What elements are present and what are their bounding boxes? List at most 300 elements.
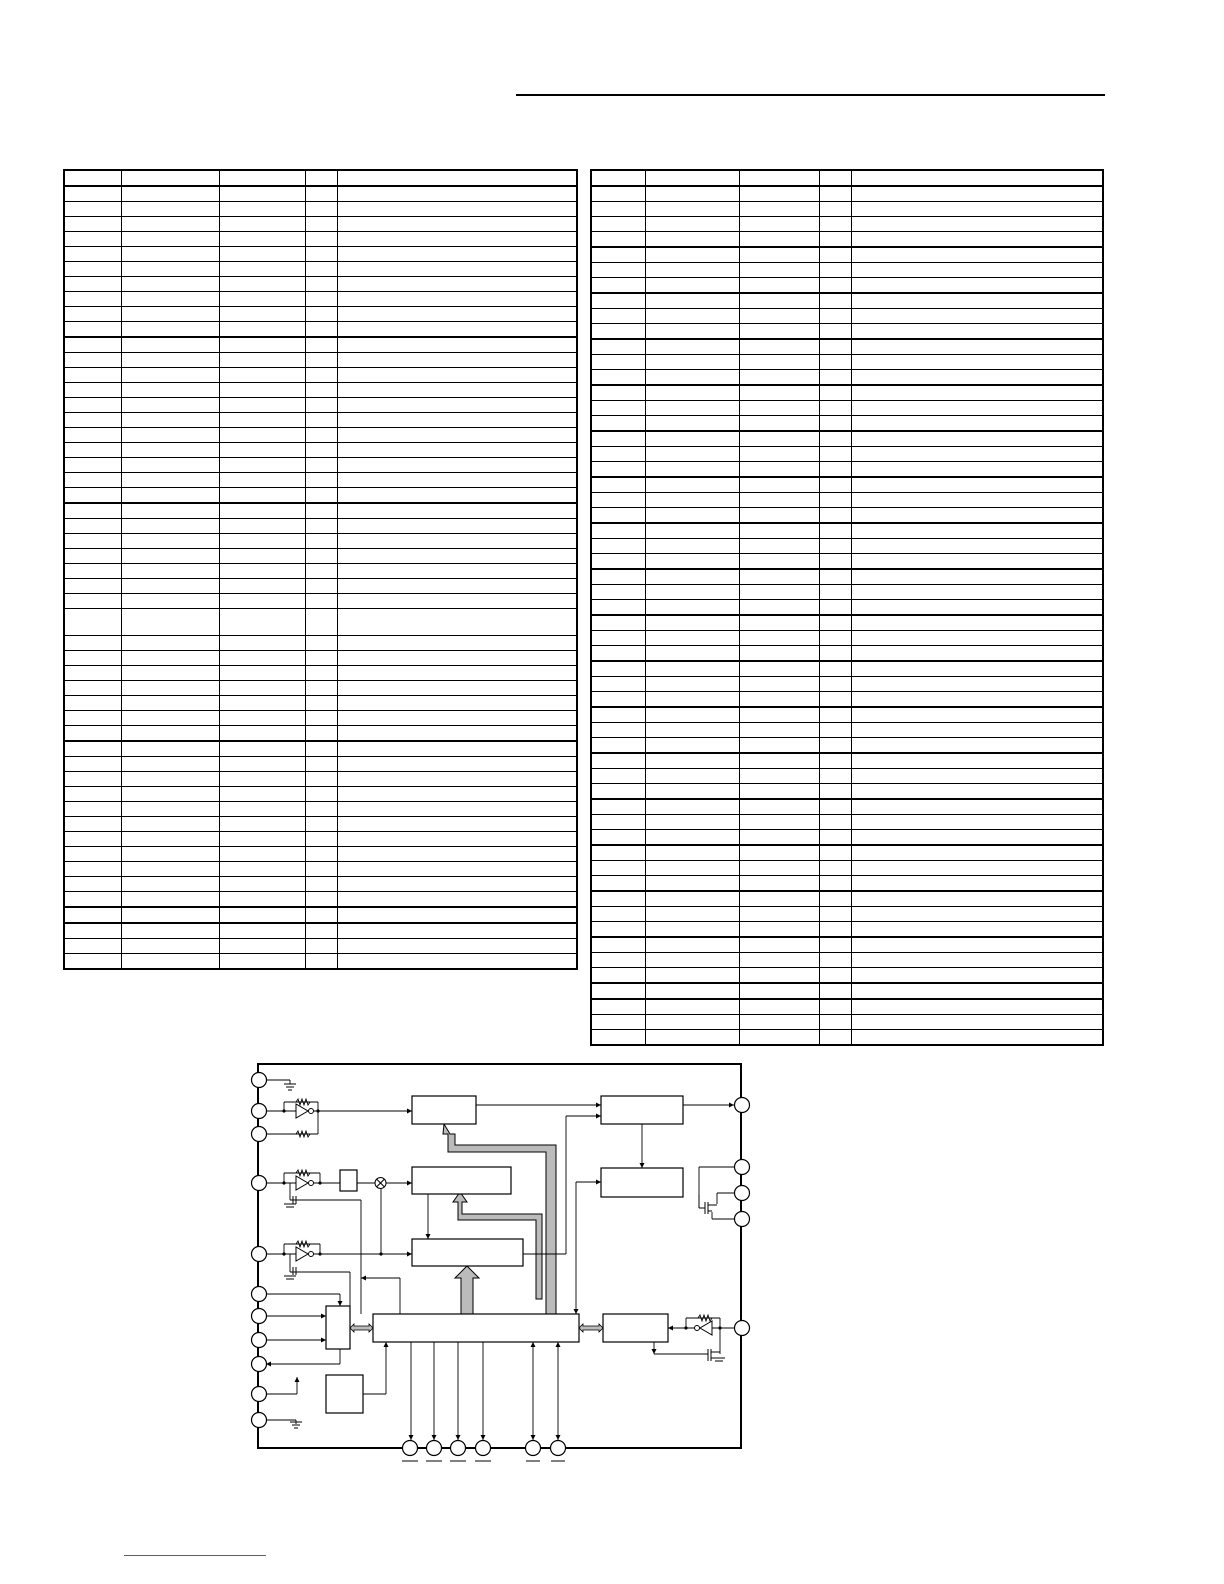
table-cell [121,954,219,970]
block [601,1168,683,1197]
pin-table-right [590,169,1104,1046]
table-cell [64,307,121,322]
table-cell [739,339,819,355]
table-cell [219,503,305,519]
table-row [591,493,1103,508]
block-diagram [240,1052,760,1472]
table-cell [121,549,219,564]
table-cell [305,579,337,594]
table-cell [121,907,219,923]
table-cell [591,861,645,876]
table-cell [121,503,219,519]
table-cell [64,443,121,458]
table-cell [337,741,577,757]
table-cell [819,615,851,631]
table-row [64,923,577,939]
table-cell [645,922,739,938]
table-cell [305,681,337,696]
table-cell [337,862,577,877]
table-cell [64,862,121,877]
table-cell [591,170,645,186]
table-cell [305,292,337,307]
table-cell [305,307,337,322]
table-cell [219,787,305,802]
table-cell [219,892,305,908]
table-cell [645,815,739,830]
table-row [64,277,577,292]
table-cell [64,247,121,262]
table-cell [121,787,219,802]
table-cell [591,293,645,309]
table-cell [645,830,739,846]
table-cell [64,458,121,473]
table-cell [645,677,739,692]
table-row [591,217,1103,232]
table-row [64,458,577,473]
table-cell [64,681,121,696]
pin-circle [252,1309,267,1324]
table-cell [645,953,739,968]
table-cell [121,307,219,322]
table-cell [819,830,851,846]
table-cell [121,322,219,338]
pin-circle [735,1321,750,1336]
table-cell [64,636,121,651]
table-cell [739,416,819,432]
table-cell [739,692,819,708]
table-cell [645,723,739,738]
table-cell [219,681,305,696]
table-row [591,477,1103,493]
table-cell [337,802,577,817]
table-cell [645,661,739,677]
table-cell [739,876,819,892]
table-cell [64,534,121,549]
table-row [591,769,1103,784]
table-cell [645,738,739,754]
table-cell [121,170,219,186]
table-cell [121,519,219,534]
table-cell [591,539,645,554]
table-cell [645,615,739,631]
pin-table-right-body [591,170,1103,1045]
table-cell [337,519,577,534]
table-cell [305,847,337,862]
table-cell [219,534,305,549]
table-cell [64,954,121,970]
table-cell [819,477,851,493]
table-row [591,876,1103,892]
table-cell [337,636,577,651]
table-cell [219,383,305,398]
table-cell [591,324,645,340]
table-cell [219,636,305,651]
table-cell [337,322,577,338]
table-row [64,292,577,307]
table-cell [337,609,577,636]
table-cell [64,757,121,772]
table-cell [337,772,577,787]
table-cell [645,999,739,1015]
table-row [591,677,1103,692]
pin-circle [252,1176,267,1191]
table-cell [645,247,739,263]
table-cell [851,585,1103,600]
table-row [64,322,577,338]
table-cell [219,232,305,247]
table-cell [739,202,819,217]
table-cell [851,983,1103,999]
table-cell [305,892,337,908]
table-cell [851,324,1103,340]
table-cell [851,462,1103,478]
table-cell [851,753,1103,769]
table-row [591,585,1103,600]
table-cell [121,428,219,443]
table-cell [64,232,121,247]
table-cell [591,615,645,631]
table-cell [819,493,851,508]
table-cell [591,600,645,616]
table-cell [591,431,645,447]
table-cell [305,696,337,711]
table-cell [121,651,219,666]
transistors [699,1195,720,1361]
table-cell [591,723,645,738]
table-cell [645,523,739,539]
table-cell [851,355,1103,370]
table-row [64,503,577,519]
table-cell [851,431,1103,447]
table-cell [851,385,1103,401]
table-cell [121,939,219,954]
table-cell [591,937,645,953]
table-cell [819,401,851,416]
table-cell [645,646,739,662]
table-cell [64,413,121,428]
table-cell [819,646,851,662]
table-row [591,600,1103,616]
pin-circle [735,1098,750,1113]
pin-circle [427,1441,442,1456]
table-cell [739,585,819,600]
table-cell [819,462,851,478]
table-row [591,186,1103,202]
table-row [64,488,577,504]
table-cell [645,692,739,708]
table-cell [337,954,577,970]
table-cell [739,431,819,447]
table-cell [739,539,819,554]
table-row [591,170,1103,186]
table-cell [337,247,577,262]
table-row [64,787,577,802]
table-cell [64,847,121,862]
table-cell [819,968,851,984]
table-cell [591,922,645,938]
table-cell [305,247,337,262]
table-cell [739,232,819,248]
table-cell [645,339,739,355]
table-cell [819,293,851,309]
table-cell [219,353,305,368]
table-cell [121,847,219,862]
table-row [64,428,577,443]
table-row [64,217,577,232]
table-row [591,447,1103,462]
table-cell [305,170,337,186]
table-cell [739,707,819,723]
block [326,1375,363,1413]
table-cell [819,554,851,570]
table-cell [819,523,851,539]
table-row [591,937,1103,953]
table-cell [645,217,739,232]
block [412,1167,511,1194]
table-cell [819,815,851,830]
table-cell [819,799,851,815]
table-cell [739,738,819,754]
table-cell [64,368,121,383]
table-cell [819,247,851,263]
table-cell [739,907,819,922]
table-row [64,262,577,277]
table-cell [739,677,819,692]
block [601,1096,683,1124]
table-cell [219,802,305,817]
table-cell [64,322,121,338]
table-cell [219,847,305,862]
table-cell [337,353,577,368]
table-cell [121,262,219,277]
table-cell [337,832,577,847]
table-cell [739,293,819,309]
table-cell [739,861,819,876]
table-cell [337,939,577,954]
table-row [64,443,577,458]
table-cell [305,666,337,681]
table-cell [819,692,851,708]
table-cell [64,877,121,892]
table-cell [739,324,819,340]
table-cell [645,401,739,416]
table-cell [645,753,739,769]
table-cell [739,784,819,800]
table-cell [739,170,819,186]
table-cell [121,772,219,787]
table-cell [121,564,219,579]
table-cell [739,769,819,784]
table-row [591,999,1103,1015]
table-cell [819,170,851,186]
table-cell [739,968,819,984]
table-cell [305,609,337,636]
table-cell [739,646,819,662]
table-cell [337,398,577,413]
table-cell [819,431,851,447]
table-cell [851,447,1103,462]
pin-circle [252,1333,267,1348]
table-cell [305,923,337,939]
table-cell [851,539,1103,554]
table-cell [591,891,645,907]
footer-link[interactable] [124,1555,266,1556]
table-row [591,983,1103,999]
table-row [591,401,1103,416]
table-cell [64,473,121,488]
table-cell [305,202,337,217]
table-cell [305,877,337,892]
table-cell [121,666,219,681]
table-row [64,892,577,908]
table-cell [219,202,305,217]
table-cell [64,651,121,666]
table-cell [645,508,739,524]
table-cell [591,953,645,968]
pin-circle [551,1441,566,1456]
table-cell [305,503,337,519]
table-cell [219,564,305,579]
pin-circle [735,1186,750,1201]
table-cell [121,383,219,398]
table-cell [851,968,1103,984]
table-cell [851,1015,1103,1030]
table-row [591,953,1103,968]
table-cell [337,202,577,217]
table-cell [337,232,577,247]
table-cell [337,594,577,609]
table-cell [219,368,305,383]
table-row [64,847,577,862]
table-cell [305,398,337,413]
table-cell [305,428,337,443]
table-cell [851,707,1103,723]
table-cell [819,707,851,723]
table-cell [64,579,121,594]
pin-circle [403,1441,418,1456]
table-cell [64,383,121,398]
table-cell [305,519,337,534]
table-cell [64,696,121,711]
table-cell [591,845,645,861]
table-cell [337,892,577,908]
pin-circle [476,1441,491,1456]
table-cell [591,1030,645,1046]
table-cell [305,564,337,579]
table-cell [64,353,121,368]
table-cell [305,939,337,954]
table-row [64,398,577,413]
table-cell [64,594,121,609]
table-cell [591,401,645,416]
table-row [591,830,1103,846]
table-row [64,232,577,247]
table-row [64,636,577,651]
table-cell [219,247,305,262]
table-cell [645,202,739,217]
table-row [64,534,577,549]
table-cell [219,741,305,757]
table-cell [591,876,645,892]
table-cell [337,923,577,939]
table-cell [739,186,819,202]
table-cell [305,534,337,549]
table-cell [645,355,739,370]
table-row [591,646,1103,662]
table-cell [739,447,819,462]
table-cell [121,741,219,757]
table-cell [64,503,121,519]
table-row [591,968,1103,984]
block [340,1170,357,1191]
table-cell [121,353,219,368]
table-cell [121,292,219,307]
table-row [64,549,577,564]
table-row [64,609,577,636]
table-cell [337,262,577,277]
table-cell [121,832,219,847]
table-cell [219,832,305,847]
table-cell [305,711,337,726]
table-cell [645,937,739,953]
table-row [591,723,1103,738]
table-cell [337,170,577,186]
table-cell [851,615,1103,631]
table-cell [64,907,121,923]
table-cell [851,477,1103,493]
table-cell [851,202,1103,217]
table-cell [851,186,1103,202]
table-cell [591,707,645,723]
table-row [591,202,1103,217]
table-cell [851,554,1103,570]
table-row [591,891,1103,907]
table-row [64,862,577,877]
table-cell [219,170,305,186]
table-cell [121,862,219,877]
table-cell [305,651,337,666]
table-cell [819,309,851,324]
pin-circle [252,1387,267,1402]
table-row [591,815,1103,830]
table-cell [591,784,645,800]
table-cell [591,753,645,769]
table-cell [219,696,305,711]
table-cell [645,569,739,585]
table-cell [739,385,819,401]
table-cell [739,600,819,616]
table-cell [851,937,1103,953]
table-row [64,383,577,398]
table-row [591,247,1103,263]
table-cell [305,277,337,292]
table-cell [337,726,577,742]
table-cell [64,549,121,564]
table-cell [337,458,577,473]
table-cell [819,937,851,953]
table-cell [645,416,739,432]
pin-circle [735,1212,750,1227]
table-cell [739,1030,819,1046]
table-row [64,939,577,954]
table-cell [219,262,305,277]
table-cell [219,609,305,636]
table-cell [219,862,305,877]
table-cell [739,953,819,968]
table-cell [591,370,645,386]
table-cell [739,830,819,846]
table-row [591,324,1103,340]
